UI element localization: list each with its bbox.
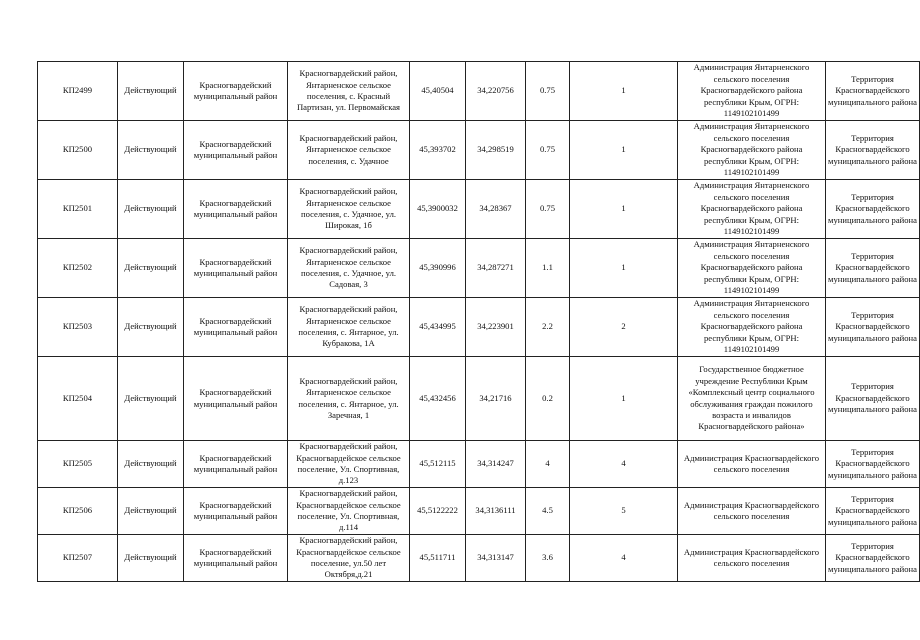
address-cell: Красногвардейский район, Янтарненское сельское поселения, с. Янтарное, ул. Кубракова, 1А [288, 298, 410, 357]
table-row [38, 298, 920, 357]
address-cell: Красногвардейский район, Красногвардейское сельское поселение, ул.50 лет Октября,д.21 [288, 535, 410, 582]
address-cell: Красногвардейский район, Янтарненское сельское поселения, с. Удачное, ул. Широкая, 1б [288, 180, 410, 239]
owner-cell: Администрация Янтарненского сельского поселения Красногвардейского района республики Крым, ОГРН: 1149102101499 [678, 121, 826, 180]
district-cell: Красногвардейский муниципальный район [184, 535, 288, 582]
area-cell: 4.5 [526, 488, 570, 535]
owner-cell: Администрация Янтарненского сельского поселения Красногвардейского района республики Крым, ОГРН: 1149102101499 [678, 298, 826, 357]
count-cell: 1 [570, 62, 678, 121]
longitude-cell: 34,298519 [466, 121, 526, 180]
area-cell: 0.2 [526, 357, 570, 441]
longitude-cell: 34,314247 [466, 441, 526, 488]
latitude-cell: 45,5122222 [410, 488, 466, 535]
area-cell: 4 [526, 441, 570, 488]
id-cell: КП2506 [38, 488, 118, 535]
registry-table [37, 61, 920, 582]
latitude-cell: 45,393702 [410, 121, 466, 180]
owner-cell: Администрация Красногвардейского сельского поселения [678, 488, 826, 535]
table-row [38, 62, 920, 121]
latitude-cell: 45,434995 [410, 298, 466, 357]
table-row [38, 535, 920, 582]
territory-cell: Территория Красногвардейского муниципального района [826, 357, 920, 441]
district-cell: Красногвардейский муниципальный район [184, 239, 288, 298]
status-cell: Действующий [118, 535, 184, 582]
longitude-cell: 34,220756 [466, 62, 526, 121]
longitude-cell: 34,28367 [466, 180, 526, 239]
territory-cell: Территория Красногвардейского муниципального района [826, 239, 920, 298]
latitude-cell: 45,390996 [410, 239, 466, 298]
longitude-cell: 34,287271 [466, 239, 526, 298]
territory-cell: Территория Красногвардейского муниципального района [826, 298, 920, 357]
status-cell: Действующий [118, 488, 184, 535]
address-cell: Красногвардейский район, Красногвардейское сельское поселение, Ул. Спортивная, д.114 [288, 488, 410, 535]
count-cell: 5 [570, 488, 678, 535]
district-cell: Красногвардейский муниципальный район [184, 298, 288, 357]
status-cell: Действующий [118, 298, 184, 357]
longitude-cell: 34,3136111 [466, 488, 526, 535]
territory-cell: Территория Красногвардейского муниципального района [826, 62, 920, 121]
territory-cell: Территория Красногвардейского муниципального района [826, 180, 920, 239]
id-cell: КП2507 [38, 535, 118, 582]
owner-cell: Администрация Янтарненского сельского поселения Красногвардейского района республики Крым, ОГРН: 1149102101499 [678, 239, 826, 298]
count-cell: 1 [570, 357, 678, 441]
id-cell: КП2500 [38, 121, 118, 180]
address-cell: Красногвардейский район, Янтарненское сельское поселения, с. Удачное, ул. Садовая, 3 [288, 239, 410, 298]
district-cell: Красногвардейский муниципальный район [184, 121, 288, 180]
status-cell: Действующий [118, 441, 184, 488]
count-cell: 2 [570, 298, 678, 357]
latitude-cell: 45,432456 [410, 357, 466, 441]
territory-cell: Территория Красногвардейского муниципального района [826, 121, 920, 180]
status-cell: Действующий [118, 62, 184, 121]
owner-cell: Администрация Янтарненского сельского поселения Красногвардейского района республики Крым, ОГРН: 1149102101499 [678, 180, 826, 239]
count-cell: 4 [570, 535, 678, 582]
longitude-cell: 34,313147 [466, 535, 526, 582]
owner-cell: Администрация Красногвардейского сельского поселения [678, 535, 826, 582]
district-cell: Красногвардейский муниципальный район [184, 357, 288, 441]
count-cell: 1 [570, 239, 678, 298]
latitude-cell: 45,3900032 [410, 180, 466, 239]
status-cell: Действующий [118, 121, 184, 180]
id-cell: КП2503 [38, 298, 118, 357]
id-cell: КП2501 [38, 180, 118, 239]
area-cell: 1.1 [526, 239, 570, 298]
count-cell: 1 [570, 121, 678, 180]
table-row [38, 357, 920, 441]
id-cell: КП2505 [38, 441, 118, 488]
address-cell: Красногвардейский район, Янтарненское сельское поселения, с. Удачное [288, 121, 410, 180]
latitude-cell: 45,40504 [410, 62, 466, 121]
status-cell: Действующий [118, 180, 184, 239]
latitude-cell: 45,511711 [410, 535, 466, 582]
territory-cell: Территория Красногвардейского муниципального района [826, 488, 920, 535]
table-row [38, 121, 920, 180]
address-cell: Красногвардейский район, Янтарненское сельское поселения, с. Янтарное, ул. Заречная, 1 [288, 357, 410, 441]
district-cell: Красногвардейский муниципальный район [184, 441, 288, 488]
status-cell: Действующий [118, 239, 184, 298]
longitude-cell: 34,223901 [466, 298, 526, 357]
table-row [38, 488, 920, 535]
id-cell: КП2502 [38, 239, 118, 298]
longitude-cell: 34,21716 [466, 357, 526, 441]
status-cell: Действующий [118, 357, 184, 441]
owner-cell: Администрация Янтарненского сельского поселения Красногвардейского района республики Крым, ОГРН: 1149102101499 [678, 62, 826, 121]
district-cell: Красногвардейский муниципальный район [184, 62, 288, 121]
area-cell: 0.75 [526, 180, 570, 239]
address-cell: Красногвардейский район, Красногвардейское сельское поселение, Ул. Спортивная, д.123 [288, 441, 410, 488]
district-cell: Красногвардейский муниципальный район [184, 180, 288, 239]
count-cell: 4 [570, 441, 678, 488]
address-cell: Красногвардейский район, Янтарненское сельское поселения, с. Красный Партизан, ул. Первомайская [288, 62, 410, 121]
area-cell: 3.6 [526, 535, 570, 582]
territory-cell: Территория Красногвардейского муниципального района [826, 441, 920, 488]
table-row [38, 180, 920, 239]
district-cell: Красногвардейский муниципальный район [184, 488, 288, 535]
area-cell: 2.2 [526, 298, 570, 357]
table-row [38, 239, 920, 298]
area-cell: 0.75 [526, 121, 570, 180]
table-row [38, 441, 920, 488]
owner-cell: Администрация Красногвардейского сельского поселения [678, 441, 826, 488]
territory-cell: Территория Красногвардейского муниципального района [826, 535, 920, 582]
id-cell: КП2504 [38, 357, 118, 441]
area-cell: 0.75 [526, 62, 570, 121]
count-cell: 1 [570, 180, 678, 239]
owner-cell: Государственное бюджетное учреждение Республики Крым «Комплексный центр социального обслуживания граждан пожилого возраста и инвалидов Красногвардейского района» [678, 357, 826, 441]
latitude-cell: 45,512115 [410, 441, 466, 488]
id-cell: КП2499 [38, 62, 118, 121]
